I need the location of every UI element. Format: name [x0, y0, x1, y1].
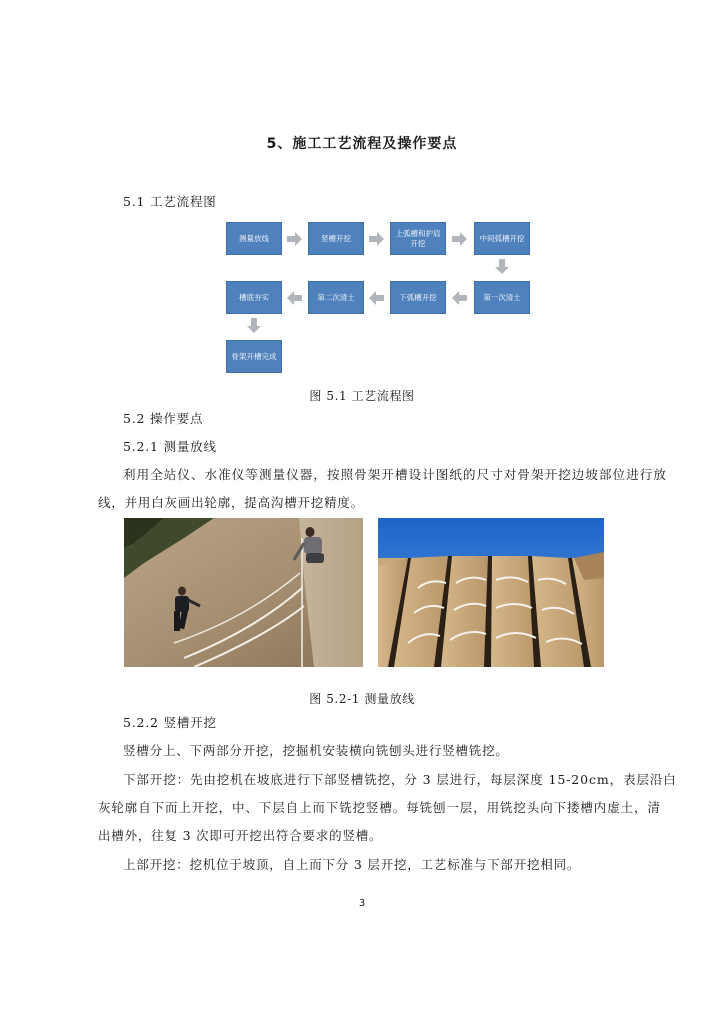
survey-photo-slope: [124, 518, 363, 667]
arrow-right-icon: [369, 232, 385, 246]
flow-step-upper-arc: 上弧槽和护肩开挖: [390, 222, 446, 255]
paragraph-lower-line-1: 下部开挖：先由挖机在坡底进行下部竖槽铣挖，分 3 层进行，每层深度 15-20cm，表层沿白: [123, 772, 677, 787]
section-5-1-heading: 5.1 工艺流程图: [123, 194, 217, 209]
flow-step-middle-arc: 中间弧槽开挖: [474, 222, 530, 255]
survey-photo-trenches: [378, 518, 604, 667]
arrow-right-icon: [287, 232, 303, 246]
paragraph-lower-line-2: 灰轮廓自下而上开挖，中、下层自上而下铣挖竖槽。每铣刨一层，用铣挖头向下搂槽内虚土，清: [98, 800, 661, 815]
figure-5-2-1-caption: 图 5.2-1 测量放线: [309, 692, 415, 706]
flow-step-first-clear: 第一次清土: [474, 281, 530, 314]
section-5-2-2-heading: 5.2.2 竖槽开挖: [123, 715, 217, 730]
paragraph-survey-line-1: 利用全站仪、水准仪等测量仪器，按照骨架开槽设计图纸的尺寸对骨架开挖边坡部位进行放: [123, 467, 668, 482]
paragraph-upper: 上部开挖：挖机位于坡顶，自上而下分 3 层开挖，工艺标准与下部开挖相同。: [123, 857, 581, 872]
arrow-left-icon: [287, 291, 303, 305]
flow-step-vertical-trench: 竖槽开挖: [308, 222, 364, 255]
flow-step-lower-arc: 下弧槽开挖: [390, 281, 446, 314]
arrow-down-icon: [247, 318, 261, 334]
figure-5-1-caption: 图 5.1 工艺流程图: [309, 389, 415, 403]
section-title: 5、施工工艺流程及操作要点: [266, 136, 458, 152]
paragraph-trench-intro: 竖槽分上、下两部分开挖，挖掘机安装横向铣刨头进行竖槽铣挖。: [123, 743, 509, 758]
paragraph-lower-line-3: 出槽外，往复 3 次即可开挖出符合要求的竖槽。: [98, 828, 383, 843]
flow-step-compaction: 槽底夯实: [226, 281, 282, 314]
arrow-right-icon: [452, 232, 468, 246]
page-number: 3: [358, 898, 366, 909]
arrow-left-icon: [369, 291, 385, 305]
flow-step-second-clear: 第二次清土: [308, 281, 364, 314]
section-5-2-heading: 5.2 操作要点: [123, 411, 204, 426]
arrow-left-icon: [452, 291, 468, 305]
section-5-2-1-heading: 5.2.1 测量放线: [123, 439, 217, 454]
paragraph-survey-line-2: 线，并用白灰画出轮廓，提高沟槽开挖精度。: [98, 495, 365, 510]
arrow-down-icon: [495, 259, 509, 275]
flow-step-survey: 测量放线: [226, 222, 282, 255]
flow-step-complete: 骨架开槽完成: [226, 340, 282, 373]
